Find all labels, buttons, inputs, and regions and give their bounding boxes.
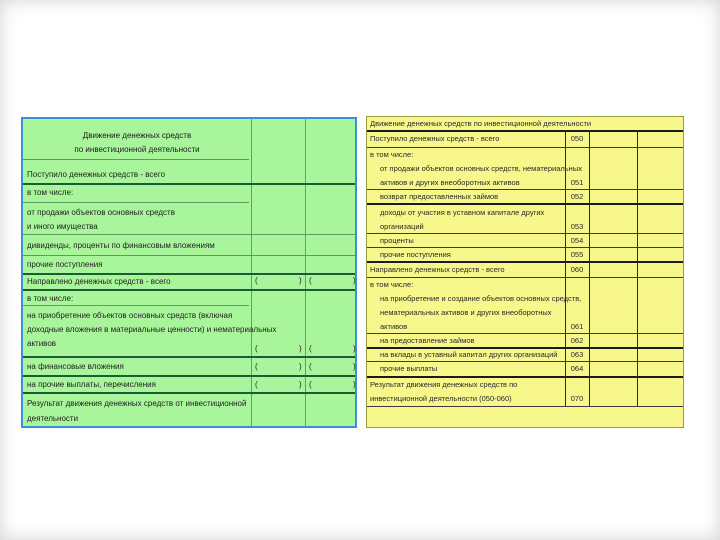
row-label: прочие выплаты <box>380 364 438 373</box>
row-label: на вклады в уставный капитал других организаций <box>380 350 558 359</box>
row-separator <box>367 376 683 378</box>
row-code: 053 <box>570 222 584 231</box>
row-code: 061 <box>570 322 584 331</box>
row-separator <box>367 203 683 205</box>
row-label: на предоставление займов <box>380 336 475 345</box>
close-paren: ) <box>353 380 356 389</box>
row-separator <box>23 392 355 394</box>
row-separator <box>367 261 683 263</box>
close-paren: ) <box>299 380 302 389</box>
row-label: прочие поступления <box>27 260 103 269</box>
open-paren: ( <box>255 344 258 353</box>
row-separator <box>367 361 683 362</box>
row-label: Поступило денежных средств - всего <box>370 134 500 143</box>
open-paren: ( <box>255 380 258 389</box>
row-code: 055 <box>570 250 584 259</box>
row-label: Результат движения денежных средств от инвестиционной <box>27 399 247 408</box>
row-label: от продажи объектов основных средств <box>27 208 175 217</box>
row-separator <box>23 159 249 160</box>
row-separator <box>23 202 249 203</box>
row-separator <box>23 183 355 185</box>
row-label: деятельности <box>27 414 79 423</box>
row-separator <box>23 273 355 275</box>
open-paren: ( <box>255 362 258 371</box>
row-code: 052 <box>570 192 584 201</box>
row-label: Движение денежных средств по инвестиционной деятельности <box>370 119 592 128</box>
row-label: Направлено денежных средств - всего <box>27 277 171 286</box>
open-paren: ( <box>309 344 312 353</box>
row-label: активов <box>27 339 57 348</box>
row-separator <box>23 305 249 306</box>
close-paren: ) <box>299 344 302 353</box>
row-separator <box>367 406 683 407</box>
row-code: 062 <box>570 336 584 345</box>
row-label: нематериальных активов и других внеоборотных <box>380 308 552 317</box>
header-line: по инвестиционной деятельности <box>74 145 200 154</box>
row-code: 051 <box>570 178 584 187</box>
row-label: инвестиционной деятельности (050-060) <box>370 394 512 403</box>
row-separator <box>23 289 355 291</box>
row-label: в том числе: <box>370 280 414 289</box>
row-separator <box>367 277 683 278</box>
row-code: 064 <box>570 364 584 373</box>
row-separator <box>367 347 683 349</box>
column-divider <box>589 131 590 407</box>
open-paren: ( <box>255 276 258 285</box>
close-paren: ) <box>299 362 302 371</box>
row-label: на финансовые вложения <box>27 362 124 371</box>
header-line: Движение денежных средств <box>82 131 192 140</box>
row-separator <box>23 356 355 358</box>
row-separator <box>23 375 355 377</box>
close-paren: ) <box>353 362 356 371</box>
row-label: активов <box>380 322 408 331</box>
row-label: доходы от участия в уставном капитале других <box>380 208 545 217</box>
row-label: прочие поступления <box>380 250 451 259</box>
row-label: возврат предоставленных займов <box>380 192 499 201</box>
row-code: 060 <box>570 265 584 274</box>
open-paren: ( <box>309 276 312 285</box>
row-label: на прочие выплаты, перечисления <box>27 380 156 389</box>
green-table-header <box>23 129 251 157</box>
row-code: 054 <box>570 236 584 245</box>
close-paren: ) <box>299 276 302 285</box>
row-label: на приобретение объектов основных средств (включая <box>27 311 233 320</box>
row-label: в том числе: <box>27 294 74 303</box>
row-separator <box>367 130 683 132</box>
row-code: 063 <box>570 350 584 359</box>
row-label: активов и других внеоборотных активов <box>380 178 520 187</box>
row-label: на приобретение и создание объектов основных средств, <box>380 294 582 303</box>
investment-cashflow-table-yellow <box>366 116 684 428</box>
row-code: 070 <box>570 394 584 403</box>
close-paren: ) <box>353 344 356 353</box>
row-label: Результат движения денежных средств по <box>370 380 518 389</box>
row-separator <box>23 234 355 235</box>
row-label: проценты <box>380 236 414 245</box>
row-label: Направлено денежных средств - всего <box>370 265 505 274</box>
row-label: от продажи объектов основных средств, нематериальных <box>380 164 582 173</box>
row-label: дивиденды, проценты по финансовым вложениям <box>27 241 215 250</box>
row-separator <box>23 255 355 256</box>
row-label: организаций <box>380 222 424 231</box>
close-paren: ) <box>353 276 356 285</box>
open-paren: ( <box>309 362 312 371</box>
open-paren: ( <box>309 380 312 389</box>
row-separator <box>367 233 683 234</box>
row-label: в том числе: <box>370 150 414 159</box>
column-divider <box>637 131 638 407</box>
row-label: и иного имущества <box>27 222 98 231</box>
row-separator <box>367 333 683 334</box>
row-separator <box>367 247 683 248</box>
row-separator <box>367 189 683 190</box>
row-label: доходные вложения в материальные ценности) и нематериальных <box>27 325 277 334</box>
row-separator <box>367 147 683 148</box>
row-label: Поступило денежных средств - всего <box>27 170 166 179</box>
investment-cashflow-table-green <box>21 117 357 428</box>
row-label: в том числе: <box>27 188 74 197</box>
row-code: 050 <box>570 134 584 143</box>
